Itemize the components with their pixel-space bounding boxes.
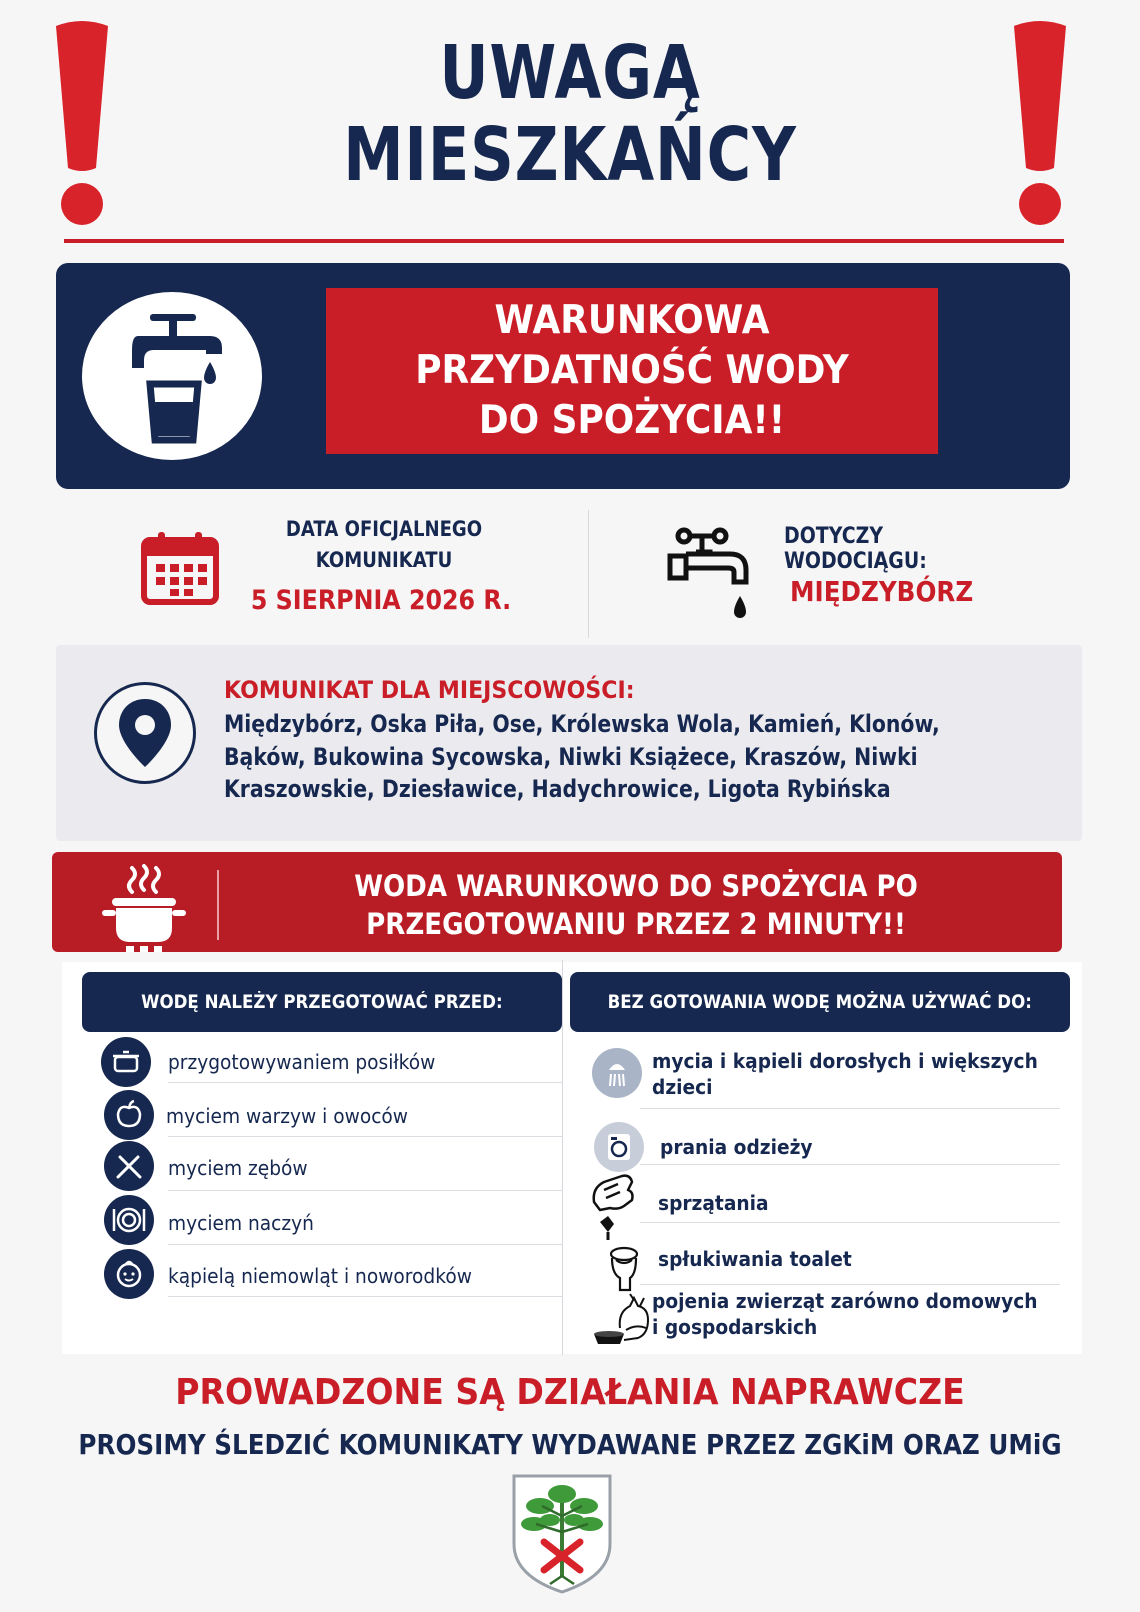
list-divider — [168, 1082, 563, 1083]
warning-line1: WARUNKOWA — [494, 298, 770, 343]
list-item: prania odzieży — [660, 1135, 813, 1159]
toothbrush-icon — [104, 1141, 154, 1191]
list-item: mycia i kąpieli dorosłych i większych dzieci — [652, 1049, 1038, 1099]
list-item: myciem warzyw i owoców — [166, 1104, 409, 1128]
supply-label: DOTYCZY WODOCIĄGU: — [784, 524, 927, 574]
location-pin-icon — [94, 682, 196, 784]
list-item: przygotowywaniem posiłków — [168, 1050, 436, 1074]
supply-value: MIĘDZYBÓRZ — [790, 575, 974, 608]
list-divider — [168, 1190, 563, 1191]
list-divider — [168, 1296, 563, 1297]
list-item: myciem zębów — [168, 1156, 308, 1180]
apple-icon — [104, 1090, 154, 1140]
list-item: pojenia zwierząt zarówno domowych i gospodarskich — [652, 1289, 1038, 1339]
list-divider — [168, 1244, 563, 1245]
faucet-glass-icon — [82, 292, 262, 460]
locations-title: KOMUNIKAT DLA MIEJSCOWOŚCI: — [224, 676, 635, 704]
boil-divider — [217, 870, 219, 940]
list-item: myciem naczyń — [168, 1211, 314, 1235]
footer-subline: PROSIMY ŚLEDZIĆ KOMUNIKATY WYDAWANE PRZEZ ZGKiM ORAZ UMiG — [78, 1428, 1062, 1461]
info-divider — [588, 510, 589, 638]
water-pipe-icon — [666, 526, 782, 626]
date-label: DATA OFICJALNEGO KOMUNIKATU — [285, 517, 483, 572]
toilet-icon — [604, 1244, 644, 1294]
cleaning-spray-icon — [588, 1170, 646, 1242]
plate-icon — [104, 1195, 154, 1245]
list-divider — [168, 1136, 563, 1137]
no-boil-heading: BEZ GOTOWANIA WODĘ MOŻNA UŻYWAĆ DO: — [570, 972, 1070, 1032]
page-title-line2: MIESZKAŃCY — [343, 112, 797, 198]
warning-line2: PRZYDATNOŚĆ WODY — [415, 348, 849, 393]
boiling-pot-icon — [98, 862, 190, 954]
page-title-line1: UWAGĄ — [439, 30, 701, 116]
washing-machine-icon — [594, 1122, 644, 1172]
list-divider — [640, 1222, 1060, 1223]
calendar-icon — [140, 530, 220, 606]
boil-before-heading: WODĘ NALEŻY PRZEGOTOWAĆ PRZED: — [82, 972, 562, 1032]
pot-icon — [101, 1037, 151, 1087]
municipal-crest-icon — [510, 1472, 614, 1594]
warning-line3: DO SPOŻYCIA!! — [478, 398, 786, 443]
date-value: 5 SIERPNIA 2026 R. — [250, 585, 512, 616]
baby-icon — [104, 1249, 154, 1299]
list-item: kąpielą niemowląt i noworodków — [168, 1264, 472, 1288]
list-divider — [640, 1284, 1060, 1285]
warning-box — [326, 288, 938, 454]
locations-list: Międzybórz, Oska Piła, Ose, Królewska Wola, Kamień, Klonów, Bąków, Bukowina Sycowska, Niwki Książece, Kraszów, Niwki Kraszowskie, Dziesławice, Hadychrowice, Ligota Rybińska — [224, 710, 940, 803]
list-item: sprzątania — [658, 1191, 769, 1215]
boil-message: WODA WARUNKOWO DO SPOŻYCIA PO PRZEGOTOWANIU PRZEZ 2 MINUTY!! — [354, 869, 918, 941]
list-divider — [640, 1164, 1060, 1165]
footer-headline: PROWADZONE SĄ DZIAŁANIA NAPRAWCZE — [175, 1372, 965, 1413]
list-divider — [640, 1108, 1060, 1109]
list-item: spłukiwania toalet — [658, 1247, 852, 1271]
header-divider — [64, 239, 1064, 243]
cat-bowl-icon — [590, 1290, 654, 1348]
shower-icon — [592, 1048, 642, 1098]
